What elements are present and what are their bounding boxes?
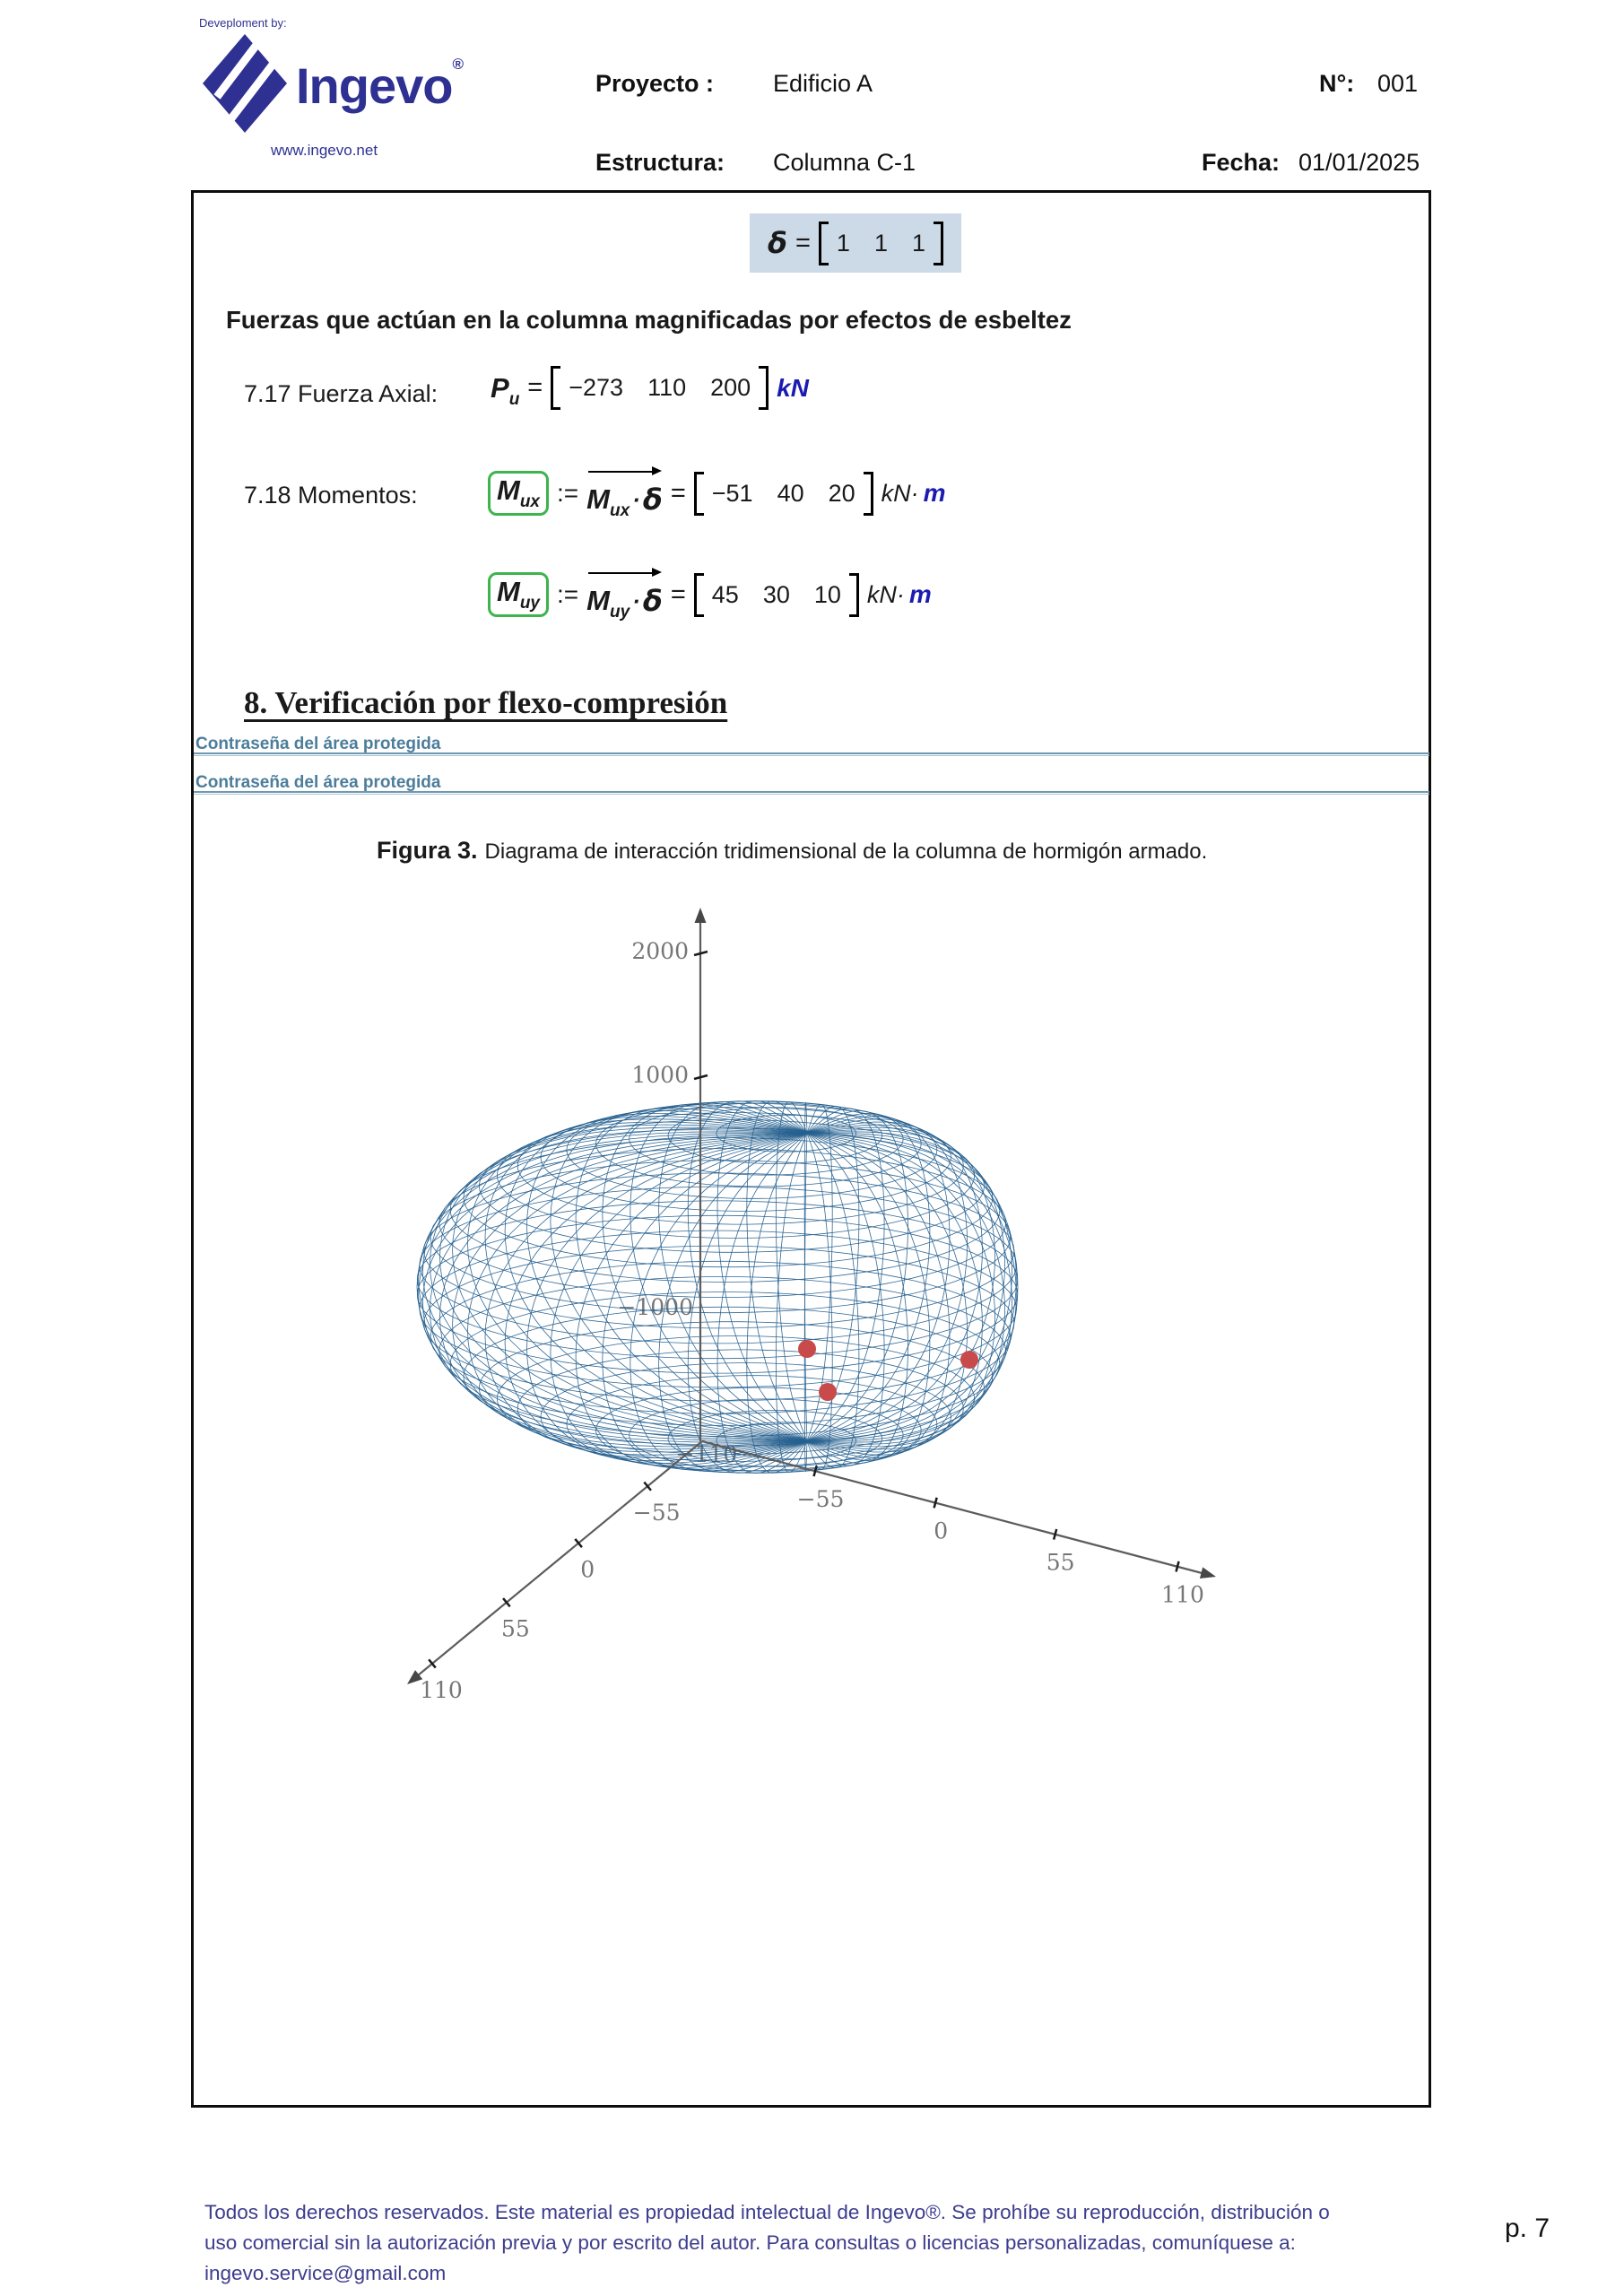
axial-formula: P u = −273 110 200 kN: [491, 366, 809, 410]
protected-area-label: Contraseña del área protegida: [195, 773, 441, 792]
contact-email: ingevo.service@gmail.com: [204, 2262, 447, 2284]
vectorize-arrow-icon: [588, 471, 652, 473]
project-label: Proyecto :: [595, 70, 715, 97]
svg-text:55: 55: [1046, 1549, 1075, 1576]
interaction-diagram-3d: [341, 883, 1273, 1789]
moment-x-formula: M ux := M ux · δ = −51 40 20 kN· m: [488, 470, 946, 517]
page-number: p. 7: [1505, 2213, 1550, 2243]
vectorize-expression: M uy · δ: [586, 584, 663, 618]
moment-y-formula: M uy := M uy · δ = 45 30 10 kN· m: [488, 571, 932, 618]
number-label: N°:: [1319, 70, 1355, 97]
axial-item-label: 7.17 Fuerza Axial:: [244, 380, 439, 407]
date-value: 01/01/2025: [1298, 149, 1420, 176]
bracket-right: [849, 573, 859, 617]
brand-website: www.ingevo.net: [271, 142, 378, 159]
svg-text:−1000: −1000: [617, 1294, 693, 1320]
svg-text:0: 0: [580, 1556, 595, 1583]
svg-text:2000: 2000: [631, 938, 689, 964]
delta-symbol: δ: [768, 226, 787, 260]
protected-area-label: Contraseña del área protegida: [195, 735, 441, 753]
copyright-footer: Todos los derechos reservados. Este material es propiedad intelectual de Ingevo®. Se prohíbe su reproducción, distribución o uso comercial sin la autorización previa y por escrito del autor. Para consultas o licencias personalizadas, comuníquese a: ingevo.service@gmail.com: [204, 2201, 1330, 2284]
bracket-right: [934, 222, 943, 265]
bracket-left: [694, 573, 704, 617]
delta-definition-formula: δ = 1 1 1: [750, 213, 961, 273]
protected-area-divider: [194, 752, 1429, 756]
svg-text:110: 110: [420, 1676, 463, 1703]
date-label: Fecha:: [1202, 149, 1281, 176]
brand-wordmark: Ingevo®: [296, 56, 463, 114]
svg-text:0: 0: [934, 1518, 949, 1544]
bracket-right: [864, 472, 873, 516]
interaction-diagram-svg: [341, 883, 1273, 1789]
moments-item-label: 7.18 Momentos:: [244, 482, 418, 509]
section-title: 8. Verificación por flexo-compresión: [244, 685, 728, 720]
bracket-left: [551, 366, 560, 410]
trademark-symbol: ®: [452, 56, 463, 73]
figure-label: Figura 3.: [377, 837, 478, 864]
bracket-left: [819, 222, 829, 265]
moment-y-result-box: M uy: [488, 572, 549, 617]
structure-label: Estructura:: [595, 149, 725, 176]
moment-x-matrix: −51 40 20: [694, 472, 873, 516]
vectorize-arrow-icon: [588, 572, 652, 574]
bracket-right: [759, 366, 769, 410]
figure-caption: Figura 3. Diagrama de interacción tridimensional de la columna de hormigón armado.: [377, 837, 1208, 864]
axial-unit: kN: [777, 373, 809, 402]
svg-text:−55: −55: [796, 1486, 845, 1513]
delta-matrix: 1 1 1: [819, 222, 943, 265]
moment-y-matrix: 45 30 10: [694, 573, 859, 617]
development-by-label: Deveploment by:: [199, 16, 287, 30]
bracket-left: [694, 472, 704, 516]
moment-x-result-box: M ux: [488, 471, 549, 516]
ingevo-logo-icon: [201, 32, 289, 138]
svg-text:−55: −55: [632, 1500, 681, 1526]
forces-heading: Fuerzas que actúan en la columna magnificadas por efectos de esbeltez: [226, 306, 1072, 334]
structure-value: Columna C-1: [773, 149, 916, 176]
protected-area-divider: [194, 791, 1429, 795]
svg-text:−110: −110: [675, 1441, 738, 1467]
axial-matrix: −273 110 200: [551, 366, 769, 410]
svg-text:55: 55: [500, 1615, 530, 1642]
vectorize-expression: M ux · δ: [586, 483, 663, 517]
project-value: Edificio A: [773, 70, 873, 97]
number-value: 001: [1377, 70, 1419, 97]
svg-text:1000: 1000: [631, 1062, 689, 1088]
svg-text:110: 110: [1161, 1581, 1204, 1608]
